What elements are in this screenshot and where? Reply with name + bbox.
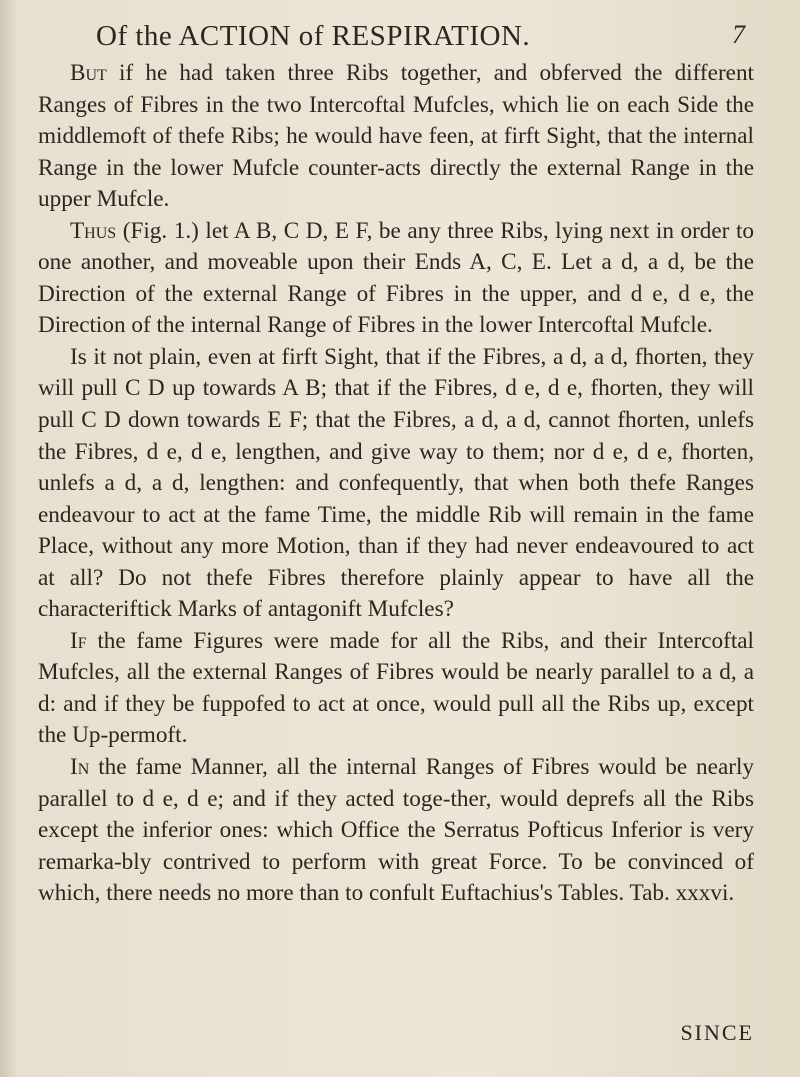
page-header bbox=[96, 20, 745, 54]
paragraph-text: Is it not plain, even at firft Sight, that if the Fibres, a d, a d, fhorten, they will pull C D up towards A B; that if the Fibres, d e, d e, fhorten, they will pull C D down towards E F; that the Fibres, a d, a d, cannot fhorten, unlefs the Fibres, d e, d e, lengthen, and give way to them; nor d e, d e, fhorten, unlefs a d, a d, lengthen: and confequently, that when both thefe Ranges endeavour to act at the fame Time, the middle Rib will remain in the fame Place, without any more Motion, than if they had never endeavoured to act at all? Do not thefe Fibres therefore plainly appear to have all the characteriftick Marks of antagonift Mufcles? bbox=[38, 343, 754, 623]
body-text bbox=[38, 58, 754, 910]
running-head: Of the ACTION of RESPIRATION. bbox=[96, 20, 531, 52]
page-number: 7 bbox=[732, 20, 745, 49]
paragraph-text: the fame Figures were made for all the Ribs, and their Intercoftal Mufcles, all the external Ranges of Fibres would be nearly parallel to a d, a d: and if they be fuppofed to act at once, would pull all the Ribs up, except the Up-permoft. bbox=[38, 627, 754, 749]
paragraph bbox=[38, 58, 754, 216]
paragraph-text: (Fig. 1.) let A B, C D, E F, be any three Ribs, lying next in order to one another, and moveable upon their Ends A, C, E. Let a d, a d, be the Direction of the external Range of Fibres in the upper, and d e, d e, the Direction of the internal Range of Fibres in the lower Intercoftal Mufcle. bbox=[38, 217, 754, 339]
catchword: SINCE bbox=[680, 1020, 754, 1045]
paragraph bbox=[38, 216, 754, 342]
paragraph bbox=[38, 752, 754, 910]
paragraph bbox=[38, 342, 754, 626]
paragraph-lead: Thus bbox=[70, 217, 117, 244]
paragraph bbox=[38, 626, 754, 752]
paragraph-lead: But bbox=[70, 60, 107, 86]
paragraph-text: the fame Manner, all the internal Ranges of Fibres would be nearly parallel to d e, d e; and if they acted toge-ther, would deprefs all the Ribs except the inferior ones: which Office the Serratus Pofticus Inferior is very remarka-bly contrived to perform with great Force. To be convinced of which, there needs no more than to confult Euftachius's Tables. Tab. xxxvi. bbox=[38, 754, 754, 907]
paragraph-lead: In bbox=[70, 754, 90, 781]
paragraph-lead: If bbox=[70, 627, 87, 654]
paragraph-text: if he had taken three Ribs together, and obferved the different Ranges of Fibres in the two Intercoftal Mufcles, which lie on each Side the middlemoft of thefe Ribs; he would have feen, at firft Sight, that the internal Range in the lower Mufcle counter-acts directly the external Range in the upper Mufcle. bbox=[38, 60, 754, 213]
